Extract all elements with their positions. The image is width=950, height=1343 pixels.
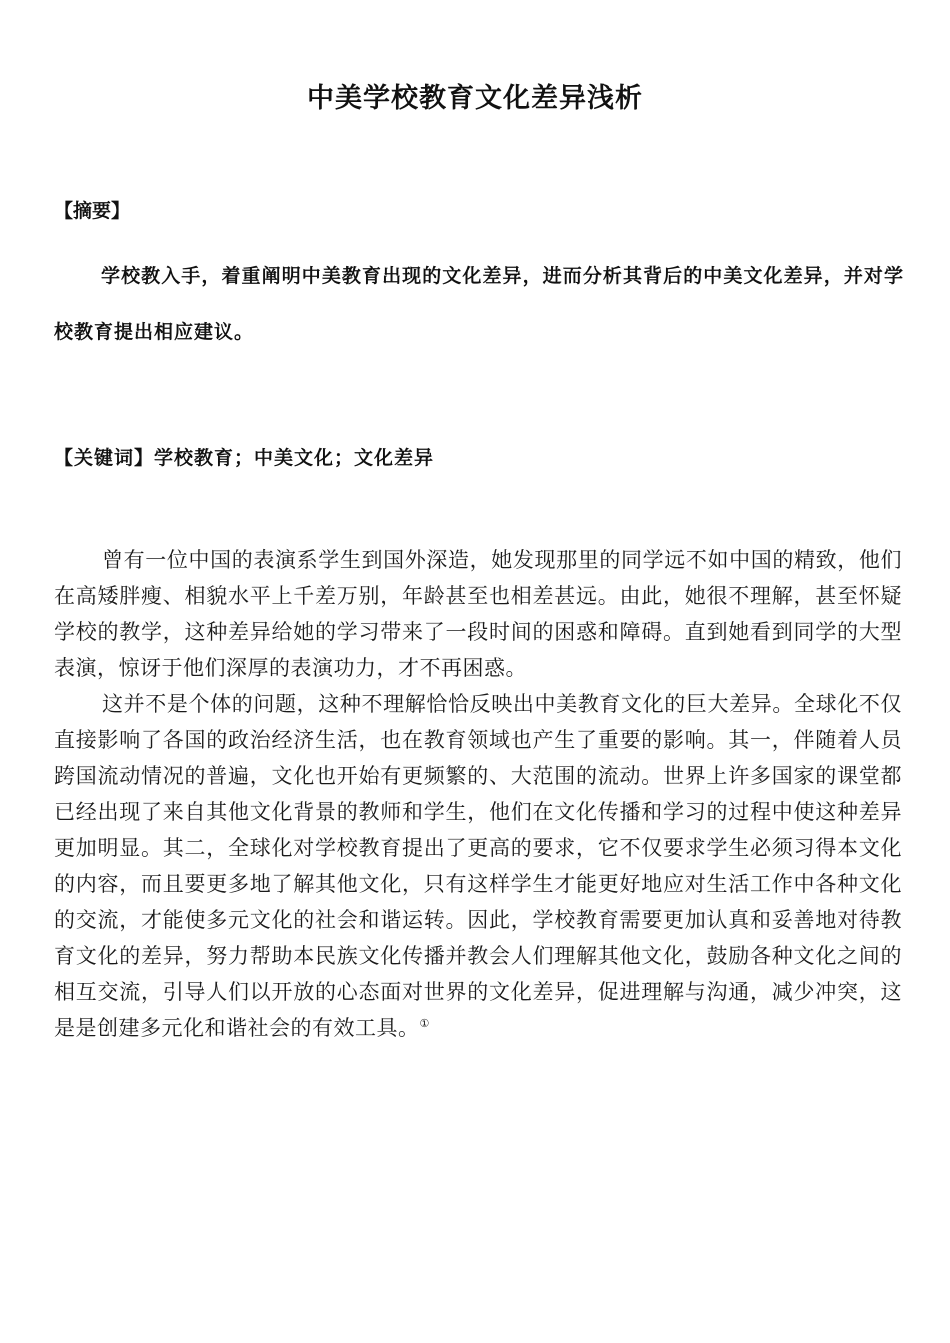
keywords-label: 【关键词】 — [54, 447, 155, 469]
footnote-marker: ① — [419, 1017, 430, 1030]
document-title — [0, 66, 950, 114]
keywords-line — [54, 443, 904, 473]
body-paragraph-2 — [54, 686, 902, 1046]
body-text — [54, 542, 902, 1046]
document-title-text: 中美学校教育文化差异浅析 — [307, 83, 643, 114]
body-paragraph-2-text: 这并不是个体的问题，这种不理解恰恰反映出中美教育文化的巨大差异。全球化不仅直接影响了各国的政治经济生活，也在教育领域也产生了重要的影响。其一，伴随着人员跨国流动情况的普遍，文化也开始有更频繁的、大范围的流动。世界上许多国家的课堂都已经出现了来自其他文化背景的教师和学生，他们在文化传播和学习的过程中使这种差异更加明显。其二，全球化对学校教育提出了更高的要求，它不仅要求学生必须习得本文化的内容，而且要更多地了解其他文化，只有这样学生才能更好地应对生活工作中各种文化的交流，才能使多元文化的社会和谐运转。因此，学校教育需要更加认真和妥善地对待教育文化的差异，努力帮助本民族文化传播并教会人们理解其他文化，鼓励各种文化之间的相互交流，引导人们以开放的心态面对世界的文化差异，促进理解与沟通，减少冲突，这是是创建多元化和谐社会的有效工具。 — [54, 692, 902, 1040]
abstract-heading: 【摘要】 — [54, 200, 131, 222]
keywords-text: 学校教育；中美文化；文化差异 — [154, 447, 435, 469]
abstract-text: 学校教入手，着重阐明中美教育出现的文化差异，进而分析其背后的中美文化差异，并对学校教育提出相应建议。 — [54, 265, 904, 343]
body-paragraph-1: 曾有一位中国的表演系学生到国外深造，她发现那里的同学远不如中国的精致，他们在高矮胖瘦、相貌水平上千差万别，年龄甚至也相差甚远。由此，她很不理解，甚至怀疑学校的教学，这种差异给她的学习带来了一段时间的困惑和障碍。直到她看到同学的大型表演，惊讶于他们深厚的表演功力，才不再困惑。 — [54, 548, 902, 680]
